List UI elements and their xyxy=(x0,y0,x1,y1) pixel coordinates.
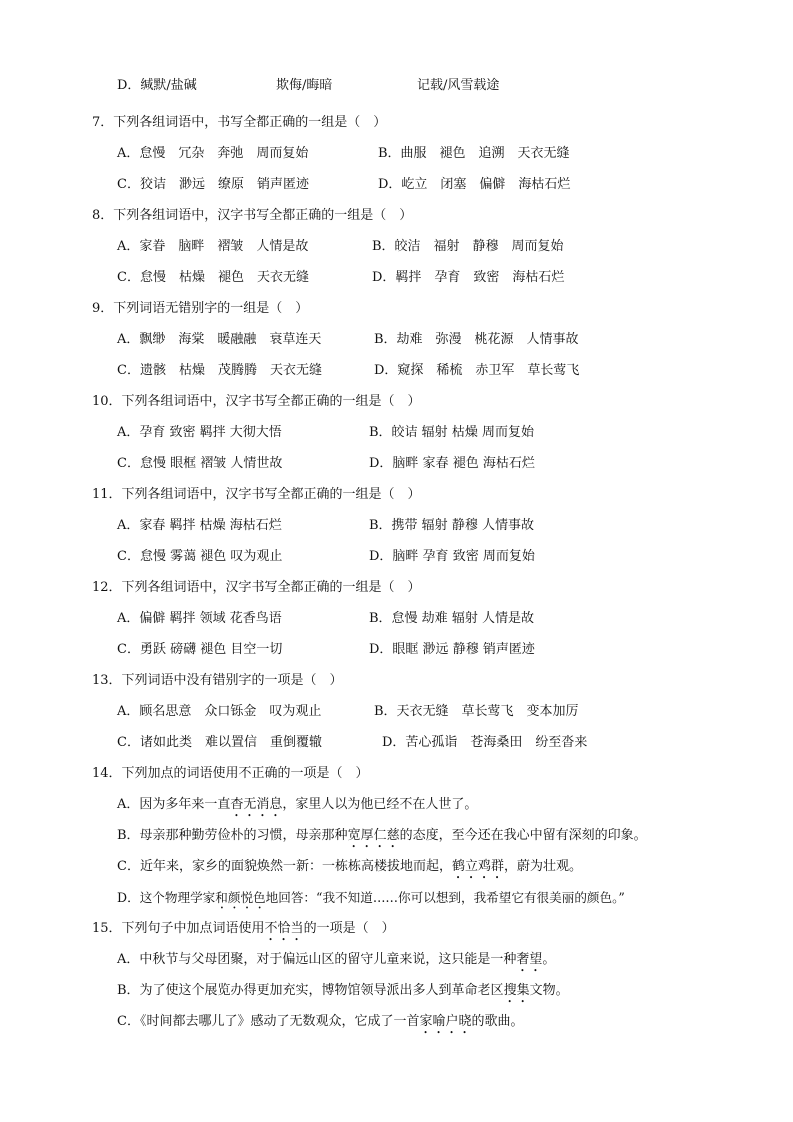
option-b-dotted-word: 宽厚仁慈 xyxy=(347,828,400,843)
question-12-option-d: D．眼眶 渺远 静穆 销声匿迹 xyxy=(369,642,535,657)
question-8-option-d: D．羁拌 孕育 致密 海枯石烂 xyxy=(372,270,565,285)
question-15-option-a xyxy=(117,951,555,975)
question-9-option-d: D．窥探 稀梳 赤卫军 草长莺飞 xyxy=(374,363,580,378)
option-d-text-before: D．这个物理学家 xyxy=(117,890,216,905)
question-11-option-c: C．怠慢 雾蔼 褪色 叹为观止 xyxy=(117,549,283,564)
question-10-option-a: A．孕育 致密 羁拌 大彻大悟 xyxy=(117,425,282,440)
question-8-stem: 8．下列各组词语中，汉字书写全都正确的一组是（ ） xyxy=(92,208,413,223)
option-d-group-2: 欺侮/晦暗 xyxy=(276,78,333,93)
option-b-text-before: B．母亲那种勤劳俭朴的习惯，母亲那种 xyxy=(117,828,348,843)
option-a-text-before: A．因为多年来一直 xyxy=(117,797,231,812)
stem-dotted-word: 不恰当 xyxy=(264,921,304,936)
question-11-option-d: D．脑畔 孕育 致密 周而复始 xyxy=(369,549,535,564)
question-7-option-d: D．屹立 闭塞 偏僻 海枯石烂 xyxy=(378,177,571,192)
question-15-option-c xyxy=(117,1013,523,1037)
question-14-option-a xyxy=(117,796,477,820)
question-14-option-d xyxy=(117,889,625,912)
option-a-text-before: A．中秋节与父母团聚，对于偏远山区的留守儿童来说，这只能是一种 xyxy=(117,952,517,967)
option-a-dotted-word: 杳无消息 xyxy=(230,797,283,812)
question-9-stem: 9．下列词语无错别字的一组是（ ） xyxy=(92,301,309,316)
question-14-option-b xyxy=(117,827,647,851)
option-c-dotted-word: 家喻户晓 xyxy=(419,1014,472,1029)
question-10-option-b: B．皎诘 辐射 枯燥 周而复始 xyxy=(369,425,534,440)
option-c-text-before: C．近年来，家乡的面貌焕然一新：一栋栋高楼拔地而起， xyxy=(117,859,452,874)
question-11-stem: 11．下列各组词语中，汉字书写全都正确的一组是（ ） xyxy=(92,487,421,502)
option-b-text-after: 的态度，至今还在我心中留有深刻的印象。 xyxy=(399,828,647,843)
question-11-option-b: B．携带 辐射 静穆 人情事故 xyxy=(369,518,534,533)
option-d-group-3: 记载/风雪载途 xyxy=(417,78,500,93)
question-12-option-c: C．勇跃 磅礴 褪色 目空一切 xyxy=(117,642,283,657)
question-7-option-c: C．狡诘 渺远 缭原 销声匿迹 xyxy=(117,177,309,192)
option-d-dotted-word: 和颜悦色 xyxy=(215,890,266,905)
option-b-text-after: 文物。 xyxy=(529,983,569,998)
question-12-option-b: B．怠慢 劫难 辐射 人情是故 xyxy=(369,611,534,626)
question-14-stem: 14．下列加点的词语使用不正确的一项是（ ） xyxy=(92,766,369,781)
question-12-stem: 12．下列各组词语中，汉字书写全都正确的一组是（ ） xyxy=(92,580,421,595)
question-7-option-b: B．曲服 褪色 追溯 天衣无缝 xyxy=(378,146,570,161)
question-13-stem: 13．下列词语中没有错别字的一项是（ ） xyxy=(92,673,343,688)
question-8-option-a: A．家眷 脑畔 褶皱 人情是故 xyxy=(117,239,309,254)
question-14-option-c xyxy=(117,858,582,882)
option-a-text-after: ，家里人以为他已经不在人世了。 xyxy=(282,797,478,812)
option-d-group-1: D．缄默/盐碱 xyxy=(117,78,197,93)
question-8-option-c: C．怠慢 枯燥 褪色 天衣无缝 xyxy=(117,270,309,285)
option-c-text-after: 的歌曲。 xyxy=(471,1014,524,1029)
question-15-stem xyxy=(92,920,395,944)
question-10-stem: 10．下列各组词语中，汉字书写全都正确的一组是（ ） xyxy=(92,394,421,409)
question-12-option-a: A．偏僻 羁拌 领域 花香鸟语 xyxy=(117,611,282,626)
question-13-option-a: A．顾名思意 众口铄金 叹为观止 xyxy=(117,704,322,719)
question-7-option-a: A．怠慢 冗杂 奔弛 周而复始 xyxy=(117,146,309,161)
question-9-option-c: C．遗骸 枯燥 茂腾腾 天衣无缝 xyxy=(117,363,322,378)
question-15-option-b xyxy=(117,982,569,1006)
option-a-dotted-word: 奢望 xyxy=(516,952,543,967)
question-9-option-a: A．飘缈 海棠 暖融融 衰草连天 xyxy=(117,332,322,347)
stem-text-after: 的一项是（ ） xyxy=(303,921,395,936)
question-9-option-b: B．劫难 弥漫 桃花源 人情事故 xyxy=(374,332,579,347)
stem-text-before: 15．下列句子中加点词语使用 xyxy=(92,921,265,936)
option-c-dotted-word: 鹤立鸡群 xyxy=(451,859,504,874)
option-d-text-after: 地回答：“我不知道……你可以想到，我希望它有很美丽的颜色。” xyxy=(265,890,625,905)
question-13-option-d: D．苦心孤诣 苍海桑田 纷至沓来 xyxy=(382,735,588,750)
option-c-text-after: ，蔚为壮观。 xyxy=(503,859,582,874)
option-a-text-after: 。 xyxy=(542,952,556,967)
option-b-text-before: B．为了使这个展览办得更加充实，博物馆领导派出多人到革命老区 xyxy=(117,983,504,998)
question-10-option-d: D．脑畔 家春 褪色 海枯石烂 xyxy=(369,456,535,471)
question-7-stem: 7．下列各组词语中，书写全都正确的一组是（ ） xyxy=(92,115,387,130)
option-b-dotted-word: 搜集 xyxy=(503,983,530,998)
question-10-option-c: C．怠慢 眼框 褶皱 人情世故 xyxy=(117,456,283,471)
question-8-option-b: B．皎洁 福射 静穆 周而复始 xyxy=(372,239,564,254)
option-c-text-before: C．《时间都去哪儿了》感动了无数观众，它成了一首 xyxy=(117,1014,420,1029)
question-11-option-a: A．家春 羁拌 枯燥 海枯石烂 xyxy=(117,518,282,533)
question-13-option-c: C．诸如此类 难以置信 重倒覆辙 xyxy=(117,735,322,750)
question-13-option-b: B．天衣无缝 草长莺飞 变本加厉 xyxy=(374,704,579,719)
